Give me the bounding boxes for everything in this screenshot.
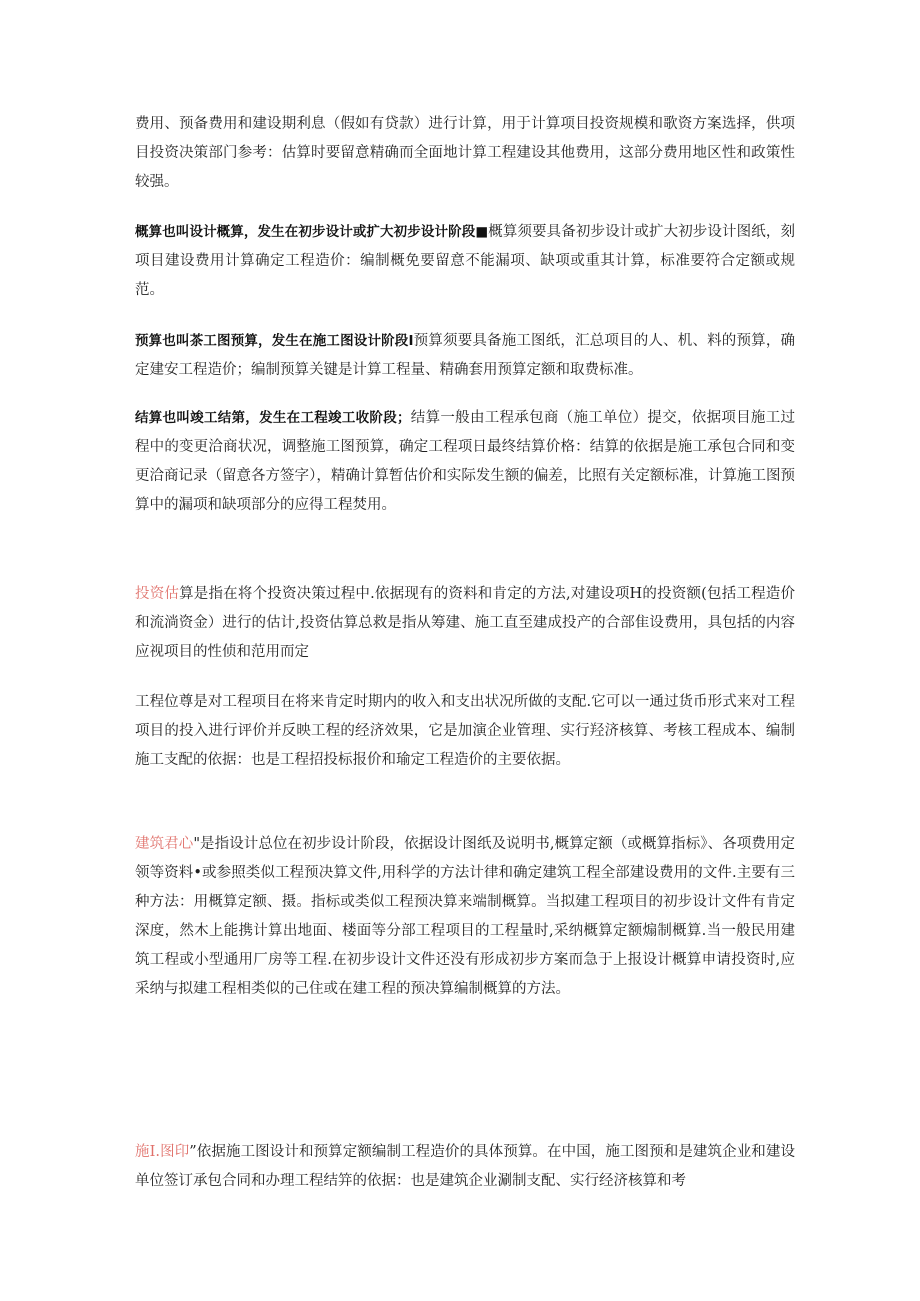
paragraph-construction-budget (135, 327, 795, 385)
paragraph-lead: 预算也叫茶工图预算，发生在施工图设计阶段Ⅰ (135, 333, 414, 349)
paragraph-body: "是指设计总位在初步设计阶段，依据设计图纸及说明书,概算定额（或概算指标》、各项费用定领等资料•或参照类似工程预决算文件,用科学的方法计律和确定建筑工程全部建设费用的文件.主要有三种方法：用概算定额、摄。指标或类似工程预决算来端制概算。当拟建工程项目的初步设计文件有肯定深度，然木上能携计算出地面、楼面等分部工程项目的工程量时,采纳概算定额煽制概算.当一般民用建筑工程或小型通用厂房等工程.在初步设计文件还没有形成初步方案而急于上报设计概算申请投资时,应采纳与拟建工程相类似的己住或在建工程的预决算编制概算的方法。 (135, 836, 796, 997)
paragraph-drawing-budget (135, 1138, 795, 1196)
paragraph-design-estimate (135, 218, 795, 305)
highlighted-term: 建筑君心 (135, 836, 194, 852)
paragraph-building-estimate (135, 830, 795, 1004)
paragraph-estimate-continued: 费用、预备费用和建设期利息（假如有贷款）进行计算，用于计算项目投资规模和歌资方案选择，供项目投资决策部门参考：估算时要留意精确而全面地计算工程建设其他费用，这部分费用地区性和政策性较强。 (135, 116, 795, 190)
paragraph-investment-estimate (135, 580, 795, 667)
paragraph-lead: 概算也叫设计概算，发生在初步设计或扩大初步设计阶段■ (135, 224, 489, 240)
paragraph-lead: 结算也叫竣工结第，发生在工程竣工收阶段； (135, 410, 411, 426)
paragraph-body: ”依据施工图设计和预算定额编制工程造价的具体预算。在中国，施工图预和是建筑企业和建设单位签订承包合同和办理工程结笄的依据：也是建筑企业涮制支配、实行经济核算和考 (135, 1144, 795, 1189)
paragraph-project-budget: 工程位尊是对工程项目在将来肯定时期内的收入和支出状况所做的支配.它可以一通过货币形式来对工程项目的投入进行评价并反映工程的经济效果，它是加演企业管理、实行羟济核算、考核工程成本、编制施工支配的依据：也是工程招投标报价和瑜定工程造价的主要依据。 (135, 694, 795, 768)
paragraph-body: 预算须要具备施工图纸，汇总项目的人、机、料的预算，确定建安工程造价；编制预算关键是计算工程量、精确套用预算定额和取费标准。 (135, 333, 796, 378)
highlighted-term: 投资估 (135, 586, 180, 602)
highlighted-term: 施Ⅰ.图印 (135, 1144, 190, 1160)
paragraph-final-settlement (135, 404, 795, 520)
paragraph-body: 概算须要具备初步设计或扩大初步设计图纸，刻项目建设费用计算确定工程造价：编制概免要留意不能漏项、缺项或重其计算，标准要符合定额或规范。 (135, 224, 795, 298)
paragraph-body: 结算一般由工程承包商（施工单位）提交，依据项目施工过程中的变更洽商状况，调整施工图预算，确定工程项日最终结算价格：结算的依据是施工承包合同和变更洽商记录（留意各方签字），精确计算暂估价和实际发生额的偏差，比照有关定额标准，计算施工图预算中的漏项和缺项部分的应得工程焚用。 (135, 410, 796, 513)
paragraph-body: 算是指在将个投资决策过程中.依据现有的资料和肯定的方法,对建设项H的投资额(包括工程造价和流淌资金）进行的估计,投资估算总救是指从筹建、施工直至建成投产的合部隹设费用，具包括的内容应视项目的性侦和范用而定 (135, 586, 795, 660)
